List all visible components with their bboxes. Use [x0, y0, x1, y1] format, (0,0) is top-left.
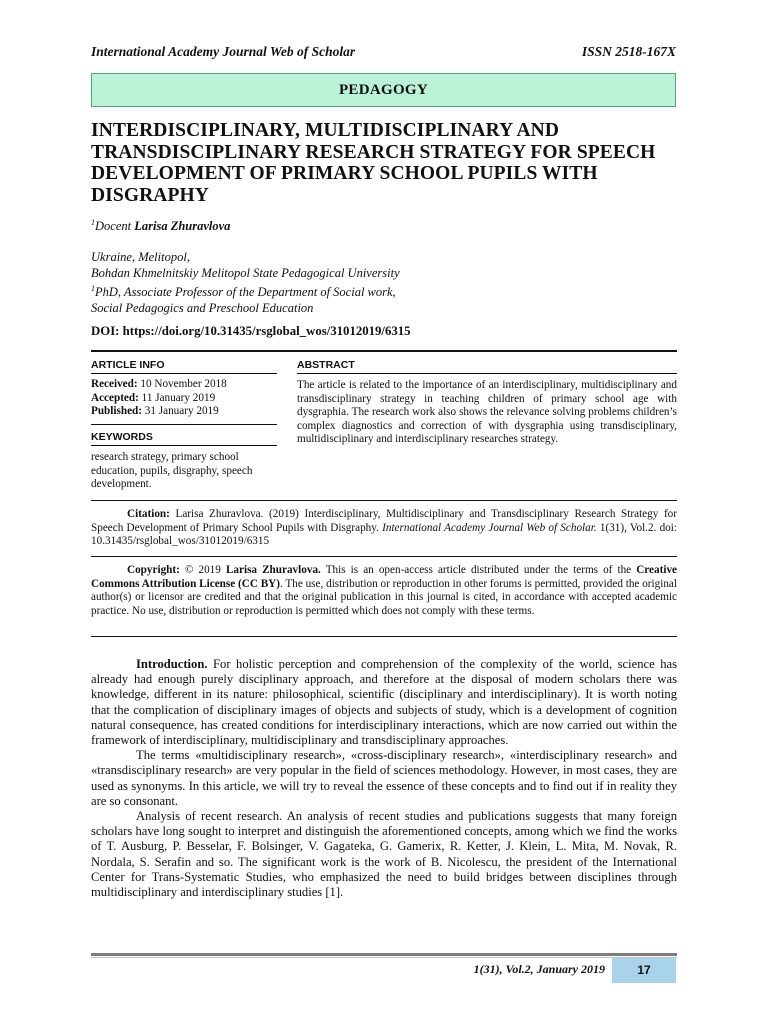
- affiliation-line: Ukraine, Melitopol,: [91, 250, 190, 264]
- copyright-text: . The use, distribution or reproduction in other forums is permitted, provided the original author(s) or licensor are credited and that the original publication in this journal is cited, in accordance with accepted academic practice. No use, distribution or reproduction is permitted which does not comply with these terms.: [91, 577, 677, 617]
- footer-rule: [91, 953, 677, 956]
- divider: [91, 445, 277, 446]
- divider: [91, 424, 277, 425]
- page-number-text: 17: [637, 963, 651, 977]
- affiliation-line: [91, 281, 400, 301]
- divider: [91, 556, 677, 557]
- affiliation-text: PhD, Associate Professor of the Department of Social work,: [95, 285, 396, 300]
- paragraph: The terms «multidisciplinary research», «cross-disciplinary research», «interdisciplinary research» and «transdisciplinary research» are very popular in the field of sciences methodology. However, in most cases, they are used as synonyms. In this article, we will try to reveal the essence of these concepts and to find out if in reality they are so consonant.: [91, 748, 677, 808]
- copyright-label: Copyright:: [127, 564, 180, 576]
- issn: ISSN 2518-167X: [581, 44, 676, 59]
- accepted-date: 11 January 2019: [138, 391, 216, 404]
- article-title: INTERDISCIPLINARY, MULTIDISCIPLINARY AND TRANSDISCIPLINARY RESEARCH STRATEGY FOR SPEECH DEVELOPMENT OF PRIMARY SCHOOL PUPILS WITH DISGRAPHY: [91, 120, 656, 206]
- citation-journal: International Academy Journal Web of Scholar.: [382, 521, 597, 534]
- article-dates: [91, 378, 281, 419]
- citation-text: Larisa Zhuravlova. (2019) Interdisciplinary, Multidisciplinary and Transdisciplinary Research Strategy for Speech Development of Primary School Pupils with Disgraphy.: [91, 508, 677, 534]
- footer-rule: [91, 957, 677, 958]
- citation-tail: 1(31), Vol.2. doi: 10.31435/rsglobal_wos/31012019/6315: [91, 521, 677, 547]
- intro-label: Introduction.: [136, 657, 208, 671]
- copyright-year: © 2019: [179, 564, 226, 576]
- divider: [91, 350, 677, 352]
- section-banner: [91, 73, 676, 107]
- published-date: 31 January 2019: [141, 405, 219, 417]
- author-line: [91, 218, 230, 234]
- paragraph-text: For holistic perception and comprehension of the complexity of the world, science has already had enough purely disciplinary approach, and therefore at the disposal of modern scholars there was knowledge, different in its nature: philosophical, scientific (disciplinary and interdisciplinary). It is worth noting that the complication of disciplinary images of objects and subjects of study, which is a development of cognition natural consequence, has created conditions for interdisciplinary interactions, which are now carried out within the framework of interdisciplinary, multidisciplinary and transdisciplinary approaches.: [91, 657, 677, 748]
- abstract-text: The article is related to the importance of an interdisciplinary, multidisciplinary and transdisciplinary strategy in teaching children of primary school age with dysgraphia. The research work also shows the relevance solving problems children’s complex diagnostics and correction of with dysgraphia using transdisciplinary, multidisciplinary and interdisciplinary researches strategy.: [297, 379, 677, 445]
- affiliation-line: Social Pedagogics and Preschool Education: [91, 300, 314, 315]
- divider: [297, 373, 677, 374]
- accepted-label: Accepted:: [91, 391, 139, 404]
- keywords-text: research strategy, primary school education, pupils, disgraphy, speech development.: [91, 451, 253, 490]
- abstract-heading: ABSTRACT: [297, 359, 355, 371]
- journal-title: International Academy Journal Web of Scholar: [91, 44, 356, 59]
- divider: [91, 500, 677, 501]
- footer-issue: 1(31), Vol.2, January 2019: [473, 962, 605, 976]
- received-row: [91, 378, 281, 392]
- copyright-author: Larisa Zhuravlova.: [225, 564, 321, 576]
- copyright-text: This is an open-access article distributed under the terms of the: [320, 564, 637, 576]
- license-link[interactable]: Creative Commons Attribution License (CC BY): [91, 564, 678, 590]
- author-prefix: Docent: [95, 219, 135, 234]
- paragraph: Analysis of recent research. An analysis of recent studies and publications suggests that many foreign scholars have long sought to interpret and distinguish the aforementioned concepts, among which we find the works of T. Ausburg, P. Besselar, F. Bolsinger, V. Gagateka, G. Gamerix, R. Ketter, J. Klein, L. Mita, M. Novak, R. Nordala, S. Serafin and so. The significant work is the work of B. Nicolescu, the president of the International Center for Trans-Systematic Studies, who emphasized the need to build bridges between disciplines through multidisciplinary and interdisciplinary studies [1].: [91, 809, 677, 900]
- citation-label: Citation:: [127, 508, 170, 520]
- page-number: [612, 958, 676, 983]
- affiliation-sup: 1: [91, 284, 95, 293]
- received-label: Received:: [91, 378, 138, 390]
- section-label: PEDAGOGY: [338, 82, 429, 98]
- affiliation-line: Bohdan Khmelnitskiy Melitopol State Pedagogical University: [91, 265, 400, 280]
- article-info-heading: ARTICLE INFO: [91, 359, 165, 371]
- paragraph: [91, 657, 677, 748]
- published-row: [91, 405, 281, 419]
- citation: [91, 508, 677, 549]
- accepted-row: [91, 392, 281, 406]
- copyright: [91, 564, 677, 618]
- keywords-heading: KEYWORDS: [91, 431, 153, 443]
- received-date: 10 November 2018: [137, 378, 227, 390]
- article-body: [91, 657, 677, 900]
- divider: [91, 373, 277, 374]
- published-label: Published:: [91, 405, 142, 417]
- author-name: Larisa Zhuravlova: [134, 219, 231, 234]
- divider: [91, 636, 677, 637]
- affiliation: [91, 250, 400, 316]
- author-sup: 1: [91, 218, 95, 227]
- doi[interactable]: DOI: https://doi.org/10.31435/rsglobal_wos/31012019/6315: [91, 324, 411, 338]
